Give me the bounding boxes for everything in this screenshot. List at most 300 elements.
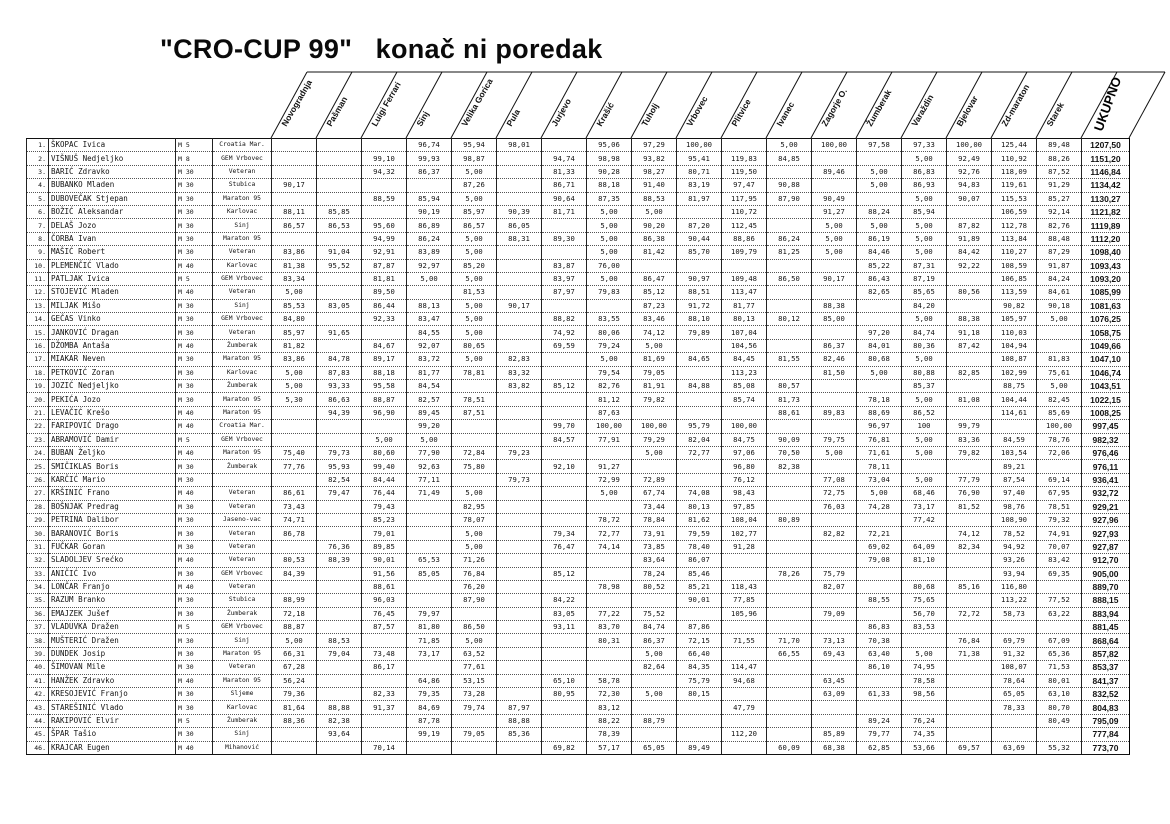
score-cell [542,500,587,513]
score-cell: 82,04 [677,433,722,446]
score-cell [632,594,677,607]
score-cell: 98,87 [452,152,497,165]
score-cell: 79,05 [632,366,677,379]
total-cell: 1146,84 [1082,165,1130,178]
category-cell: M 5 [176,714,213,727]
score-cell: 74,92 [542,326,587,339]
score-cell: 85,36 [497,728,542,741]
score-cell [947,701,992,714]
score-cell: 69,59 [542,339,587,352]
score-cell [317,192,362,205]
score-cell: 78,72 [587,513,632,526]
score-cell: 67,95 [1037,487,1082,500]
total-cell: 1081,63 [1082,299,1130,312]
score-cell: 79,05 [452,728,497,741]
score-cell [497,513,542,526]
score-cell: 81,80 [407,621,452,634]
score-cell: 85,20 [452,259,497,272]
score-cell: 115,53 [992,192,1037,205]
score-cell: 103,54 [992,446,1037,459]
name-cell: PATLJAK Ivica [49,272,176,285]
score-cell [542,728,587,741]
column-header: Krašić [594,100,616,128]
total-cell: 1058,75 [1082,326,1130,339]
column-header: Pašman [324,94,350,128]
score-cell: 64,86 [407,674,452,687]
category-cell: M 30 [176,661,213,674]
score-cell: 92,49 [947,152,992,165]
score-cell: 83,64 [632,554,677,567]
score-cell: 69,82 [542,741,587,754]
score-cell: 5,00 [272,366,317,379]
table-row [27,487,1130,500]
score-cell: 90,17 [272,179,317,192]
score-cell: 86,24 [767,232,812,245]
score-cell: 88,24 [857,205,902,218]
score-cell: 83,05 [542,607,587,620]
score-cell [722,688,767,701]
score-cell: 78,39 [587,728,632,741]
score-cell: 81,38 [272,259,317,272]
score-cell [722,139,767,152]
score-cell: 91,32 [992,647,1037,660]
score-cell: 88,18 [587,179,632,192]
score-cell: 5,00 [407,433,452,446]
name-cell: PLEMENČIĆ Vlado [49,259,176,272]
score-cell [272,728,317,741]
score-cell [317,688,362,701]
score-cell [317,621,362,634]
category-cell: M 30 [176,313,213,326]
score-cell: 88,88 [497,714,542,727]
rank-cell: 26. [27,473,49,486]
score-cell: 79,89 [677,326,722,339]
score-cell: 96,74 [407,139,452,152]
score-cell: 71,53 [1037,661,1082,674]
score-cell [497,554,542,567]
club-cell: Mihanović [213,741,272,754]
score-cell: 88,59 [362,192,407,205]
score-cell: 73,17 [407,647,452,660]
score-cell: 56,24 [272,674,317,687]
score-cell: 5,00 [812,219,857,232]
score-cell [272,420,317,433]
score-cell: 80,15 [677,688,722,701]
score-cell: 81,64 [272,701,317,714]
rank-cell: 35. [27,594,49,607]
score-cell: 69,02 [857,540,902,553]
score-cell: 77,22 [587,607,632,620]
name-cell: MILJAK Mišo [49,299,176,312]
rank-cell: 18. [27,366,49,379]
table-row [27,527,1130,540]
score-cell [542,393,587,406]
score-cell: 83,87 [542,259,587,272]
score-cell: 82,38 [317,714,362,727]
score-cell: 99,19 [407,728,452,741]
category-cell: M 40 [176,554,213,567]
score-cell: 112,45 [722,219,767,232]
score-cell: 70,50 [767,446,812,459]
category-cell: M 40 [176,420,213,433]
table-row [27,339,1130,352]
score-cell: 114,61 [992,406,1037,419]
score-cell: 89,30 [542,232,587,245]
rank-cell: 10. [27,259,49,272]
score-cell: 90,88 [767,179,812,192]
score-cell [677,259,722,272]
score-cell: 98,43 [722,487,767,500]
score-cell: 95,06 [587,139,632,152]
score-cell: 85,46 [677,567,722,580]
score-cell [497,540,542,553]
score-cell: 78,24 [632,567,677,580]
name-cell: VLADUVKA Dražen [49,621,176,634]
table-row [27,607,1130,620]
score-cell [497,634,542,647]
total-cell: 889,70 [1082,580,1130,593]
score-cell: 84,78 [317,353,362,366]
name-cell: BOŽIĆ Aleksandar [49,205,176,218]
club-cell: GEM Vrbovec [213,433,272,446]
score-cell: 125,44 [992,139,1037,152]
score-cell [497,313,542,326]
score-cell [497,567,542,580]
score-cell: 85,85 [317,205,362,218]
score-cell [767,487,812,500]
score-cell: 82,57 [407,393,452,406]
rank-cell: 31. [27,540,49,553]
score-cell [812,326,857,339]
score-cell [497,393,542,406]
score-cell: 87,51 [452,406,497,419]
score-cell [767,527,812,540]
score-cell: 98,56 [902,688,947,701]
header-diagonal-lines [0,0,1170,140]
score-cell [587,299,632,312]
table-row [27,299,1130,312]
club-cell: GEM Vrbovec [213,272,272,285]
score-cell: 96,03 [362,594,407,607]
score-cell: 90,49 [812,192,857,205]
score-cell [857,674,902,687]
score-cell: 69,43 [812,647,857,660]
score-cell [497,487,542,500]
rank-cell: 27. [27,487,49,500]
header-divider-line [406,72,442,138]
score-cell: 84,44 [362,473,407,486]
score-cell [497,286,542,299]
score-cell: 89,85 [362,540,407,553]
score-cell [542,487,587,500]
score-cell [542,353,587,366]
score-cell [812,594,857,607]
score-cell [767,420,812,433]
score-cell [587,647,632,660]
score-cell: 5,00 [587,272,632,285]
score-cell [407,500,452,513]
score-cell: 5,00 [452,527,497,540]
score-cell: 79,47 [317,487,362,500]
score-cell [677,473,722,486]
club-cell: Maraton 95 [213,232,272,245]
total-cell: 777,84 [1082,728,1130,741]
score-cell: 77,08 [812,473,857,486]
score-cell: 64,09 [902,540,947,553]
score-cell [497,406,542,419]
table-row [27,232,1130,245]
score-cell [947,205,992,218]
club-cell: Sljeme [213,688,272,701]
category-cell: M 40 [176,339,213,352]
name-cell: FARIPOVIĆ Drago [49,420,176,433]
total-cell: 1043,51 [1082,380,1130,393]
column-header: Žumberak [864,87,894,128]
name-cell: BUBANKO Mladen [49,179,176,192]
score-cell: 83,19 [677,179,722,192]
score-cell: 70,38 [857,634,902,647]
score-cell: 97,85 [722,500,767,513]
club-cell: GEM Vrbovec [213,621,272,634]
name-cell: SLADOLJEV Srećko [49,554,176,567]
score-cell: 81,71 [542,205,587,218]
score-cell: 85,65 [902,286,947,299]
category-cell: M 30 [176,688,213,701]
score-cell: 58,73 [992,607,1037,620]
rank-cell: 33. [27,567,49,580]
score-cell: 84,57 [542,433,587,446]
table-row [27,380,1130,393]
score-cell: 5,00 [902,446,947,459]
score-cell: 87,26 [452,179,497,192]
score-cell: 82,76 [587,380,632,393]
score-cell: 71,85 [407,634,452,647]
club-cell: Croatia Mar. [213,139,272,152]
name-cell: BOŠNJAK Predrag [49,500,176,513]
score-cell: 87,90 [452,594,497,607]
score-cell [407,540,452,553]
score-cell: 5,00 [452,192,497,205]
total-cell: 773,70 [1082,741,1130,754]
score-cell: 113,23 [722,366,767,379]
category-cell: M 30 [176,192,213,205]
score-cell: 74,14 [587,540,632,553]
score-cell [947,299,992,312]
category-cell: M 30 [176,380,213,393]
score-cell [362,728,407,741]
score-cell: 91,56 [362,567,407,580]
score-cell: 100,00 [587,420,632,433]
score-cell: 84,75 [722,433,767,446]
score-cell: 87,54 [992,473,1037,486]
score-cell [542,634,587,647]
score-cell: 85,16 [947,580,992,593]
club-cell: Croatia Mar. [213,420,272,433]
category-cell: M 40 [176,286,213,299]
score-cell: 89,24 [857,714,902,727]
score-cell [407,594,452,607]
score-cell: 110,03 [992,326,1037,339]
score-cell: 80,12 [767,313,812,326]
category-cell: M 30 [176,594,213,607]
score-cell: 91,40 [632,179,677,192]
category-cell: M 40 [176,741,213,754]
score-cell: 84,74 [902,326,947,339]
score-cell: 96,90 [362,406,407,419]
score-cell: 84,67 [362,339,407,352]
category-cell: M 40 [176,580,213,593]
rank-cell: 28. [27,500,49,513]
score-cell [767,674,812,687]
score-cell [407,527,452,540]
category-cell: M 30 [176,353,213,366]
rank-cell: 20. [27,393,49,406]
score-cell: 60,09 [767,741,812,754]
club-cell: Karlovac [213,701,272,714]
category-cell: M 40 [176,446,213,459]
score-cell: 93,64 [317,728,362,741]
score-cell [272,139,317,152]
score-cell [497,688,542,701]
rank-cell: 30. [27,527,49,540]
total-cell: 1207,50 [1082,139,1130,152]
score-cell: 86,83 [857,621,902,634]
score-cell: 92,97 [407,259,452,272]
score-cell [767,688,812,701]
score-cell: 5,00 [452,487,497,500]
score-cell: 79,97 [407,607,452,620]
score-cell: 5,00 [272,380,317,393]
score-cell: 80,13 [677,500,722,513]
score-cell: 97,06 [722,446,767,459]
score-cell: 80,31 [587,634,632,647]
score-cell: 76,24 [902,714,947,727]
category-cell: M 40 [176,259,213,272]
column-header-area [0,0,1170,140]
score-cell: 104,44 [992,393,1037,406]
column-header: Starek [1044,100,1066,128]
column-header: Zd-maraton [999,82,1032,128]
rank-cell: 25. [27,460,49,473]
score-cell [992,728,1037,741]
rank-cell: 29. [27,513,49,526]
score-cell: 69,14 [1037,473,1082,486]
score-cell: 5,00 [812,232,857,245]
score-cell: 87,52 [1037,165,1082,178]
score-cell [497,647,542,660]
club-cell: Maraton 95 [213,192,272,205]
score-cell [317,272,362,285]
score-cell: 97,20 [857,326,902,339]
score-cell: 91,28 [722,540,767,553]
club-cell: Sinj [213,634,272,647]
score-cell: 5,00 [632,205,677,218]
table-row [27,500,1130,513]
score-cell: 72,77 [677,446,722,459]
score-cell [677,366,722,379]
score-cell: 63,40 [857,647,902,660]
total-cell: 905,00 [1082,567,1130,580]
score-cell: 75,79 [812,567,857,580]
score-cell [812,460,857,473]
score-cell: 86,50 [452,621,497,634]
category-cell: M 5 [176,139,213,152]
score-cell [497,339,542,352]
score-cell: 118,43 [722,580,767,593]
score-cell: 5,00 [902,219,947,232]
score-cell: 113,59 [992,286,1037,299]
column-header: Ivanec [774,100,797,128]
score-cell [497,152,542,165]
score-cell [542,299,587,312]
score-cell: 68,46 [902,487,947,500]
score-cell: 86,50 [767,272,812,285]
score-cell: 81,10 [902,554,947,567]
score-cell [812,554,857,567]
score-cell: 83,70 [587,621,632,634]
score-cell: 84,39 [272,567,317,580]
table-row [27,621,1130,634]
score-cell: 94,92 [992,540,1037,553]
score-cell: 72,72 [947,607,992,620]
score-cell: 5,00 [902,473,947,486]
score-cell: 91,87 [1037,259,1082,272]
score-cell: 97,47 [722,179,767,192]
score-cell [362,674,407,687]
score-cell: 5,00 [587,219,632,232]
score-cell [767,286,812,299]
score-cell: 5,00 [587,487,632,500]
score-cell [497,326,542,339]
score-cell: 92,76 [947,165,992,178]
score-cell: 5,00 [452,353,497,366]
score-cell [497,500,542,513]
score-cell: 86,71 [542,179,587,192]
score-cell: 87,42 [947,339,992,352]
table-row [27,433,1130,446]
score-cell [497,259,542,272]
category-cell: M 30 [176,701,213,714]
score-cell [947,661,992,674]
score-cell: 88,13 [407,299,452,312]
score-cell: 66,31 [272,647,317,660]
table-row [27,353,1130,366]
score-cell: 117,95 [722,192,767,205]
score-cell [587,594,632,607]
score-cell [767,473,812,486]
score-cell: 83,89 [407,246,452,259]
score-cell: 76,03 [812,500,857,513]
score-cell: 89,17 [362,353,407,366]
name-cell: LEVAČIĆ Krešo [49,406,176,419]
score-cell [1037,728,1082,741]
score-cell: 82,07 [812,580,857,593]
score-cell: 97,29 [632,139,677,152]
total-cell: 1098,40 [1082,246,1130,259]
table-row [27,513,1130,526]
score-cell [677,728,722,741]
score-cell [722,741,767,754]
score-cell: 84,35 [677,661,722,674]
score-cell [632,460,677,473]
score-cell [1037,339,1082,352]
score-cell: 75,52 [632,607,677,620]
score-cell [587,567,632,580]
score-cell [812,621,857,634]
score-cell: 88,75 [992,380,1037,393]
score-cell [677,339,722,352]
score-cell [452,473,497,486]
